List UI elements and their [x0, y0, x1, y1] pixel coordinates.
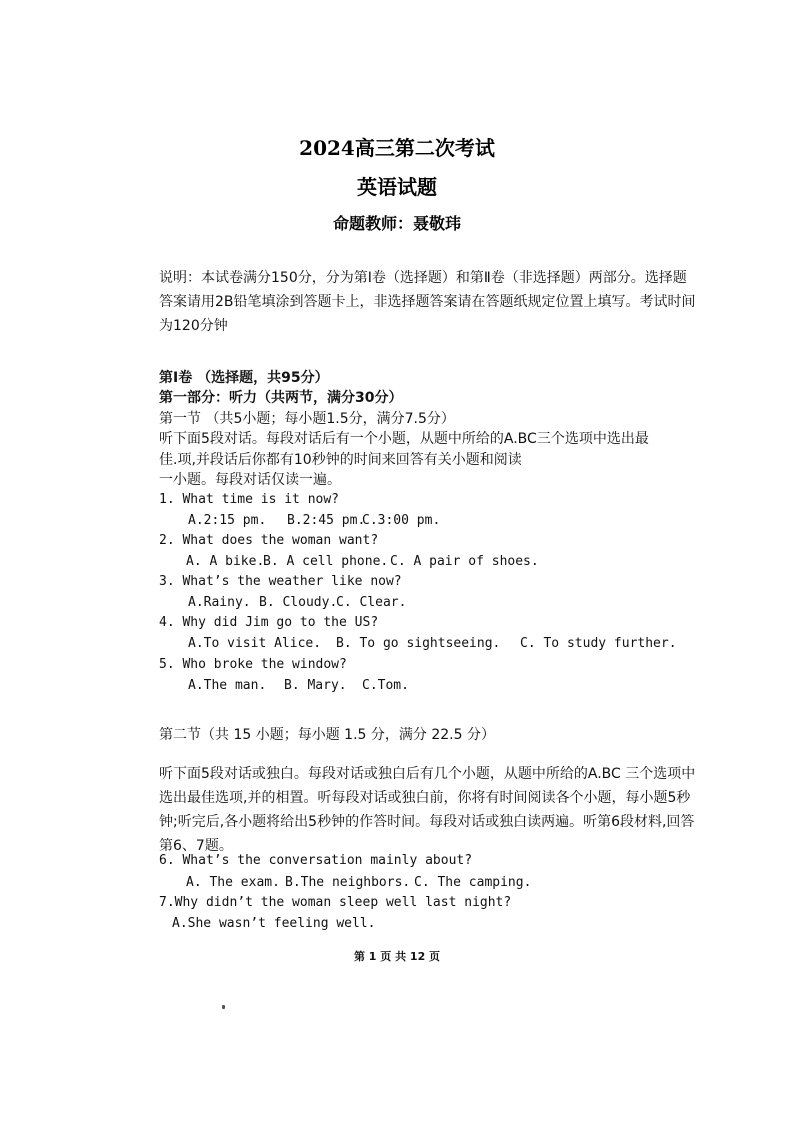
q5-option-c: C.Tom.	[362, 678, 409, 693]
q4-option-a: A.To visit Alice.	[188, 636, 322, 651]
instructions-paragraph: 说明：本试卷满分150分，分为第Ⅰ卷（选择题）和第Ⅱ卷（非选择题）两部分。选择题答案请用2B铅笔填涂到答题卡上，非选择题答案请在答题纸规定位置上填写。考试时间为120分钟	[159, 270, 696, 334]
question-6: 6. What’s the conversation mainly about?	[159, 853, 473, 868]
question-2: 2. What does the woman want?	[159, 533, 379, 548]
scan-speck	[222, 1005, 225, 1009]
q5-option-a: A.The man.	[188, 678, 267, 693]
section1-directions-line2: 佳.项,并段话后你都有10秒钟的时间来回答有关小题和阅读	[159, 452, 522, 468]
q2-option-a: A. A bike.	[186, 554, 265, 569]
section1-directions-line1: 听下面5段对话。每段对话后有一个小题，从题中所给的A.BC三个选项中选出最	[159, 431, 649, 447]
part1-heading: 第一部分：听力（共两节，满分30分）	[159, 390, 403, 406]
question-5: 5. Who broke the window?	[159, 657, 347, 672]
q3-option-a: A.Rainy.	[188, 595, 251, 610]
q7-option-a: A.She wasn’t feeling well.	[172, 916, 376, 931]
section1-heading: 第一节 （共5小题；每小题1.5分，满分7.5分）	[159, 411, 455, 427]
q1-option-c: C.3:00 pm.	[362, 513, 441, 528]
question-7: 7.Why didn’t the woman sleep well last night?	[159, 895, 512, 910]
section2-directions: 听下面5段对话或独白。每段对话或独白后有几个小题，从题中所给的A.BC 三个选项中选出最佳选项,并的相置。听每段对话或独白前，你将有时间阅读各个小题，每小题5秒钟;听完后,各小题将给出5秒钟的作答时间。每段对话或独白读两遍。听第6段材料,回答第6、7题。	[159, 766, 696, 854]
q2-option-c: C. A pair of shoes.	[390, 554, 539, 569]
teacher-line: 命题教师：聂敬玮	[332, 214, 461, 233]
question-3: 3. What’s the weather like now?	[159, 574, 402, 589]
exam-title: 2024高三第二次考试	[299, 136, 495, 160]
q6-option-a: A. The exam.	[186, 875, 280, 890]
question-1: 1. What time is it now?	[159, 492, 340, 507]
q5-option-b: B. Mary.	[284, 678, 347, 693]
q1-option-a: A.2:15 pm.	[188, 513, 267, 528]
q6-option-b: B.The neighbors.	[285, 875, 411, 890]
question-4: 4. Why did Jim go to the US?	[159, 615, 379, 630]
q3-option-b: B. Cloudy.	[259, 595, 338, 610]
q3-option-c: C. Clear.	[336, 595, 407, 610]
q1-option-b: B.2:45 pm.	[287, 513, 366, 528]
section1-directions-line3: 一小题。每段对话仅读一遍。	[159, 472, 341, 488]
q4-option-b: B. To go sightseeing.	[336, 636, 501, 651]
section2-heading: 第二节（共 15 小题；每小题 1.5 分，满分 22.5 分）	[159, 727, 495, 743]
volume1-heading: 第Ⅰ卷 （选择题，共95分）	[159, 370, 329, 386]
q4-option-c: C. To study further.	[520, 636, 677, 651]
q2-option-b: B. A cell phone.	[263, 554, 389, 569]
subject-title: 英语试题	[357, 175, 437, 199]
q6-option-c: C. The camping.	[414, 875, 532, 890]
page-footer: 第 1 页 共 12 页	[353, 950, 441, 963]
